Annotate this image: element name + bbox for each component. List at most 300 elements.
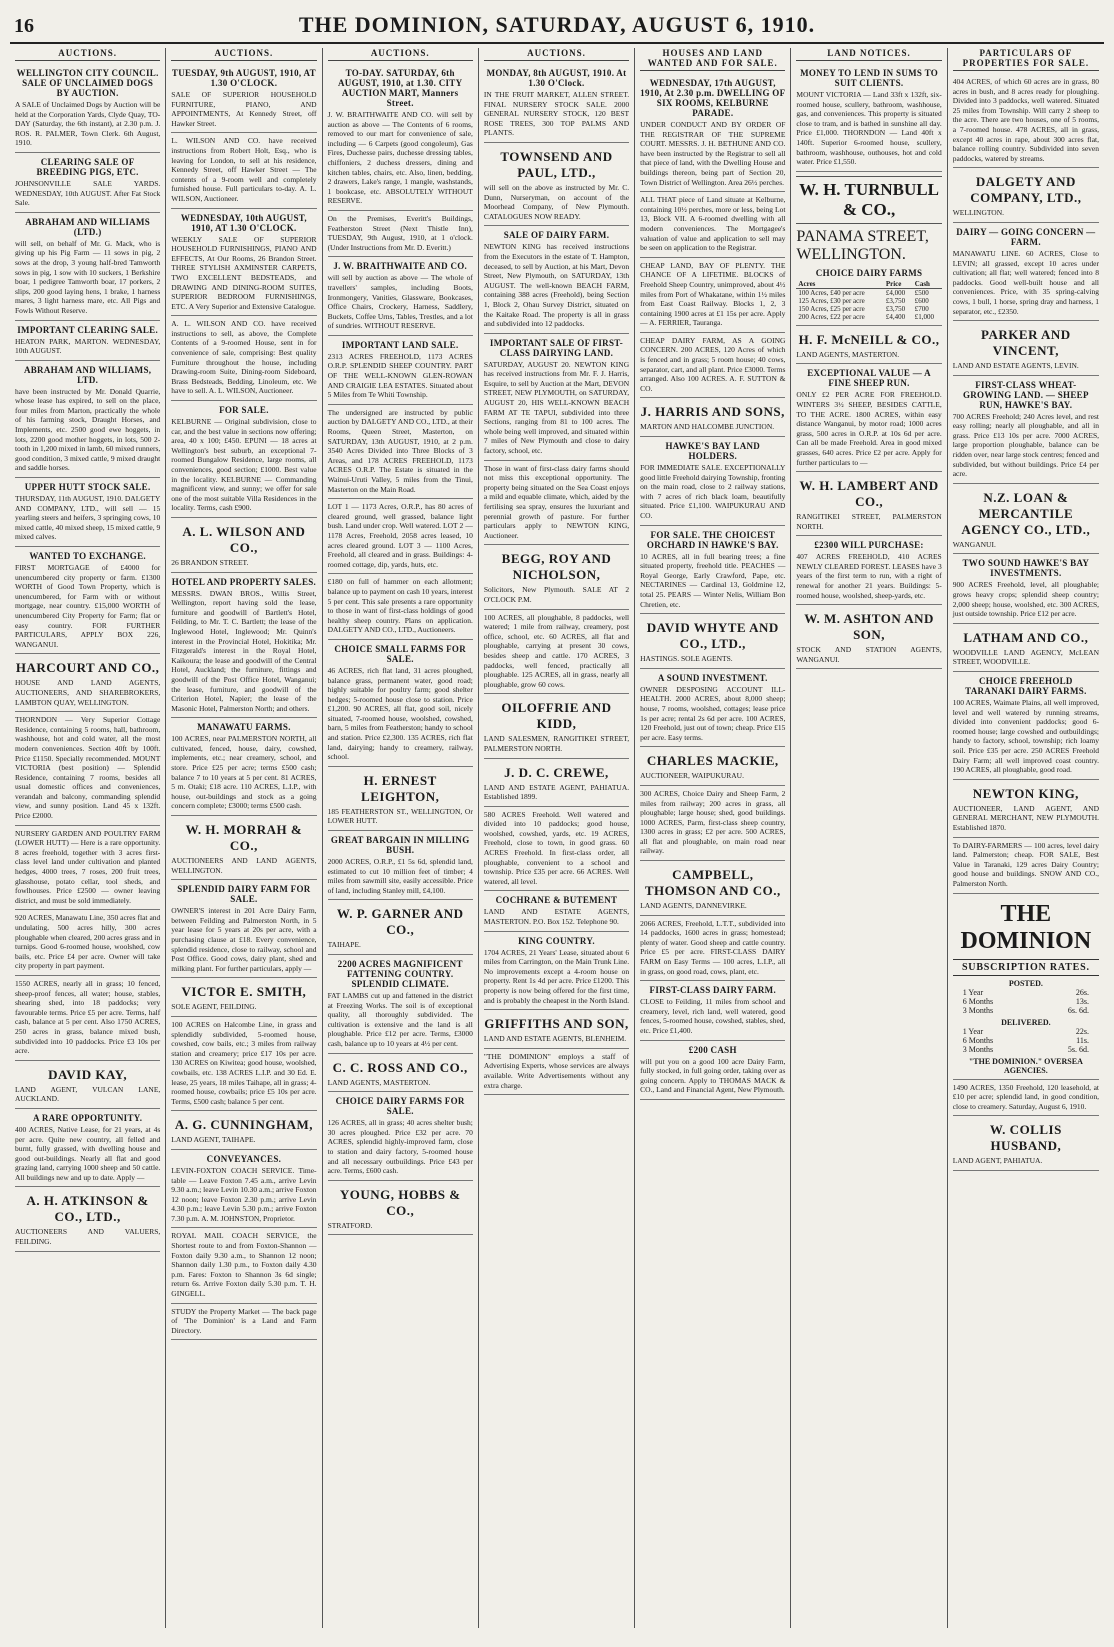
ad-body: LAND AND ESTATE AGENT, PAHIATUA. Established 1899. [483, 782, 630, 802]
advertiser-name: DAVID WHYTE AND CO., LTD., [646, 620, 779, 652]
classified-ad [15, 1109, 160, 1188]
rate-price: 22s. [1075, 1026, 1089, 1036]
column-heading: AUCTIONS. [484, 48, 629, 61]
advertiser-name: TOWNSEND AND PAUL, LTD., [500, 148, 613, 180]
classified-ad [171, 1111, 316, 1150]
ad-heading: IMPORTANT SALE OF FIRST-CLASS DAIRYING LAND. [489, 337, 624, 358]
advertiser-name: NEWTON KING, [972, 785, 1079, 801]
ad-heading: TWO SOUND HAWKE'S BAY INVESTMENTS. [962, 558, 1090, 579]
classified-ad [640, 437, 785, 526]
ad-body: MANAWATU LINE. 60 ACRES, Close to LEVIN; all grassed, except 10 acres under cultivation; all flat; well watered; fenced into 8 paddocks. Good well-built house and all conveniences. Price, with 35 spring-calving cows, 1 bull, 1 horse, spring dray and harness, 1 separator, etc., £2350. [952, 248, 1099, 316]
ad-body: 10 ACRES, all in full bearing trees; a fine situated property, freehold title. PEACHES — Royal George, Early Crawford, Pape, etc. NECTARINES — Cardinal 13, Goldmine 12, total 25. PEARS — Winter Nelis, William Bon Chretien, etc. [640, 551, 786, 609]
ad-body: 1704 ACRES, 21 Years' Lease, situated about 6 miles from Carrington, on the Main Trunk Line. No improvements except a 4-room house on property. Rent 1s 4d per acre. Price £1200. This property is now being offered for the first time, and is probably the cheapest in the North Island. [483, 947, 630, 1005]
ad-body: A SALE of Unclaimed Dogs by Auction will be held at the Corporation Yards, Clyde Quay, TO-DAY (Saturday, the 6th instant), at 2.30 p.m. J. ROS. R. PALMER, Town Clerk. 6th August, 1910. [15, 100, 161, 148]
ad-body: FIRST MORTGAGE of £4000 for unencumbered city property or farm. £1300 WORTH of Good Town Property, which is unencumbered, for Farm with or without mortgage, near country. £15,000 WORTH of unencumbered City Property for Farm; flat or easy country. FOR FURTHER PARTICULARS, APPLY BOX 226, WANGANUI. [15, 563, 161, 649]
ad-heading: WANTED TO EXCHANGE. [29, 551, 146, 561]
advertiser-name: PARKER AND VINCENT, [981, 327, 1071, 359]
ad-body: LAND AGENT, VULCAN LANE, AUCKLAND. [15, 1084, 161, 1104]
price-table-cell: 125 Acres, £30 per acre [798, 296, 865, 305]
ad-body: OWNER DESPOSING ACCOUNT ILL-HEALTH. 2000 ACRES, about 8,000 sheep; house, 7 rooms, woolshed, cottages; lease price 1s per acre; rental 2s 6d per acre. 100 ACRES, 120 Freehold, just out of town; cheap. Price £15 per acre. Easy terms. [640, 684, 786, 742]
classified-ad [328, 955, 473, 1054]
ad-body: To DAIRY-FARMERS — 100 acres, level dairy land. Palmerston; cheap. FOR SALE, Best Value in Taranaki, 129 acres Dairy Country; good house and buildings. SNOW AND CO., Palmerston North. [952, 840, 1099, 888]
ad-body: JOHNSONVILLE SALE YARDS. WEDNESDAY, 10th AUGUST. After Fat Stock Sale. [15, 178, 161, 208]
classified-ad [640, 333, 785, 399]
column-heading: PARTICULARS OF PROPERTIES FOR SALE. [953, 48, 1099, 71]
price-table-block [796, 264, 941, 326]
price-table-cell: £3,750 [885, 296, 906, 305]
masthead [10, 10, 1104, 44]
ad-body: 900 ACRES Freehold, level, all ploughable; grows heavy crops; splendid sheep country; 2,000 sheep; house, woolshed, etc. 300 ACRES, just outside township. Price £12 per acre. [952, 580, 1099, 619]
column [479, 48, 635, 1628]
ad-heading: EXCEPTIONAL VALUE — A FINE SHEEP RUN. [807, 368, 931, 389]
price-table-row [796, 305, 941, 313]
classified-ad [484, 64, 629, 143]
rate-price: 5s. 6d. [1067, 1044, 1089, 1054]
ad-body: SOLE AGENT, FEILDING. [171, 1002, 257, 1012]
advertiser-name: CAMPBELL, THOMSON AND CO., [644, 867, 781, 899]
ad-heading: CLEARING SALE OF BREEDING PIGS, ETC. [36, 156, 139, 177]
classified-ad [328, 900, 473, 955]
classified-ad [953, 780, 1099, 838]
column-heading: AUCTIONS. [328, 48, 473, 61]
ad-body: Those in want of first-class dairy farms should not miss this exceptional opportunity. The property being situated on the Sea Coast enjoys a mild and equable climate, which, aided by the fertilising sea spray, ensures the luxuriant and perennial growth of pasture. For further particulars apply to NEWTON KING, Auctioneer. [483, 463, 630, 540]
rate-period: 1 Year [962, 1026, 984, 1036]
classified-ad [484, 807, 629, 892]
classified-ad [484, 545, 629, 609]
classified-ad [15, 153, 160, 213]
classified-ad [640, 526, 785, 615]
ad-body: 100 ACRES, Waimate Plains, all well improved, level and well watered by running streams, divided into convenient paddocks; good 6-roomed house; large cowshed and outbuildings; handy to factory, school, township; rich loamy soil. Price £35 per acre. 250 ACRES Freehold Dairy Farm; all well improved coast country. 190 ACRES, all ploughable, good road. [952, 698, 1099, 775]
rate-period: 6 Months [962, 996, 994, 1006]
column [635, 48, 791, 1628]
classified-ad [15, 64, 160, 153]
classified-ad [328, 64, 473, 211]
ad-body: HEATON PARK, MARTON. WEDNESDAY, 10th AUGUST. [15, 336, 161, 356]
rate-period: 3 Months [962, 1044, 994, 1054]
classified-ad [796, 326, 941, 365]
classified-ad [171, 401, 316, 518]
price-table-cell: £500 [914, 288, 929, 297]
rate-row [953, 988, 1099, 997]
ad-body: AUCTIONEERS AND LAND AGENTS, WELLINGTON. [171, 856, 317, 875]
ad-heading: £2300 WILL PURCHASE: [814, 540, 924, 551]
price-table-cell: £700 [914, 304, 929, 313]
classified-ad [796, 364, 941, 472]
price-table-row [796, 297, 941, 305]
rate-price: 6s. 6d. [1067, 1005, 1089, 1015]
classified-ad [328, 499, 473, 574]
classified-ad [171, 816, 316, 880]
ad-heading: WEDNESDAY, 17th AUGUST, 1910, At 2.30 p.m. DWELLING OF SIX ROOMS, KELBURNE PARADE. [640, 78, 786, 118]
ad-body: SATURDAY, AUGUST 20. NEWTON KING has received instructions from Mr. F. J. Harris, Esquire, to sell by Auction at the Mart, DEVON STREET, NEW PLYMOUTH, on SATURDAY, AUGUST 20, HIS WELL-KNOWN BEACH FARM AT TE TAPUI, subdivided into three Sections, ranging from 81 to 100 acres. The whole being well improved, and situated within 7 miles of New Plymouth and close to dairy factory, school, etc. [483, 359, 630, 456]
ad-body: 400 ACRES, Native Lease, for 21 years, at 4s per acre. Quite new country, all felled and burnt, fully grassed, with dwelling house and good out-buildings. Nearly all flat and good grazing land, carrying 1000 sheep and 50 cattle. All buildings new and up to date. Apply — [15, 1124, 161, 1182]
ad-heading: ABRAHAM AND WILLIAMS, LTD. [23, 364, 152, 385]
price-table-cell: £4,000 [885, 288, 906, 297]
classified-ad [15, 547, 160, 654]
price-table-row [796, 313, 941, 321]
ad-body: L. WILSON AND CO. have received instructions from Robert Holt, Esq., who is leaving for London, to sell at his residence, Kennedy Street, off Hawker Street — The contents of a 9-room well and completely furnished house. Full particulars to-day. A. L. WILSON, Auctioneer. [171, 136, 317, 203]
advertiser-name: A. G. CUNNINGHAM, [174, 1117, 313, 1133]
ad-heading: CONVEYANCES. [206, 1153, 282, 1164]
column-heading: HOUSES AND LAND WANTED AND FOR SALE. [640, 48, 785, 71]
classified-ad [953, 376, 1099, 484]
classified-ad [484, 1010, 629, 1049]
price-table-row [796, 288, 941, 297]
classified-ad [953, 1116, 1099, 1171]
classified-ad [484, 461, 629, 546]
ad-body: STOCK AND STATION AGENTS, WANGANUI. [796, 645, 942, 664]
ad-body: THORNDON — Very Superior Cottage Residence, containing 5 rooms, hall, bathroom, washhouse, hot and cold water, all the most modern conveniences. Section 40ft by 100ft. Price £1150. Specially recommended. MOUNT VICTORIA (best position) — Splendid Residence, containing 7 rooms, besides all usual domestic offices and conveniences, verandah and balcony, commanding splendid view, and sunny position. Land 45 x 132ft. Price £2000. [15, 715, 161, 821]
ad-body: WANGANUI. [952, 539, 996, 549]
classified-ad [640, 786, 785, 861]
ad-body: LAND AND ESTATE AGENTS, LEVIN. [952, 361, 1079, 371]
rate-period: 1 Year [962, 987, 984, 997]
ad-body: WEEKLY SALE OF SUPERIOR HOUSEHOLD FURNISHINGS, PIANO AND EFFECTS, At Our Rooms, 26 Brandon Street. THREE STYLISH AXMINSTER CARPETS, TWO EXCELLENT BEDSTEADS, and DRAWING AND DINING-ROOM SUITES, SUPERIOR BEDROOM FURNISHINGS, ETC. A Very Superior and Extensive Catalogue. [171, 234, 317, 311]
ad-body: HASTINGS. SOLE AGENTS. [640, 654, 733, 664]
ad-body: LAND AGENTS, MASTERTON. [327, 1077, 431, 1087]
classified-ad [953, 168, 1099, 223]
classified-ad [484, 334, 629, 461]
classified-ad [328, 574, 473, 640]
classified-ad [328, 211, 473, 257]
ad-body: SALE OF SUPERIOR HOUSEHOLD FURNITURE, PIANO, AND APPOINTMENTS, At Kennedy Street, off Hawker Street. [171, 90, 317, 128]
page-title: THE DOMINION, SATURDAY, AUGUST 6, 1910. [298, 12, 816, 37]
ad-heading: KING COUNTRY. [518, 935, 595, 946]
classified-ad [171, 573, 316, 719]
ad-body: LAND AND ESTATE AGENTS, MASTERTON. P.O. Box 152. Telephone 90. [483, 907, 630, 927]
ad-body: CHEAP LAND, BAY OF PLENTY. THE CHANCE OF A LIFETIME. BLOCKS of Freehold Sheep Country, unimproved, about 4½ miles from Port of Whakatane, within 1½ miles from East Coast Railway. Blocks 1, 2, 3 containing 1900 acres at £1 15s per acre. Apply — A. FERRIER, Tauranga. [640, 260, 786, 328]
page-number: 16 [14, 15, 34, 37]
ad-heading: WEDNESDAY, 10th AUGUST, 1910, AT 1.30 O'CLOCK. [180, 212, 307, 233]
price-table-cell: 200 Acres, £22 per acre [798, 312, 865, 321]
classified-ad [796, 64, 941, 172]
ad-body: "THE DOMINION" employs a staff of Advertising Experts, whose services are always available. Write Advertisements without any extra charge. [483, 1051, 630, 1090]
classified-ad [640, 398, 785, 437]
ad-heading: SALE OF DAIRY FARM. [503, 230, 610, 241]
classified-ad [953, 74, 1099, 168]
rate-row [953, 997, 1099, 1006]
ad-body: LAND AGENT, TAIHAPE. [171, 1135, 256, 1145]
ad-body: AUCTIONEERS AND VALUERS, FEILDING. [15, 1227, 161, 1247]
ad-body: Solicitors, New Plymouth. SALE AT 2 O'CLOCK P.M. [483, 585, 630, 604]
classified-ad [171, 1017, 316, 1111]
classified-ad [15, 361, 160, 478]
classified-ad [640, 1041, 785, 1100]
advertiser-name: A. L. WILSON AND CO., [182, 523, 306, 555]
ad-body: TAIHAPE. [327, 940, 361, 950]
ad-heading: MANAWATU FARMS. [197, 722, 291, 733]
subscription-block [953, 894, 1099, 1080]
ad-body: AUCTIONEER, LAND AGENT, AND GENERAL MERCHANT, NEW PLYMOUTH. Established 1870. [952, 803, 1099, 832]
newspaper-page [10, 10, 1104, 1627]
classified-ad [15, 976, 160, 1061]
ad-heading: COCHRANE & BUTEMENT [495, 895, 618, 906]
column [323, 48, 479, 1628]
ad-body: 300 ACRES, Choice Dairy and Sheep Farm, 2 miles from railway; 200 acres in grass, all ploughable; large house; shed, good buildings. 1000 ACRES, Parm, first-class sheep country, 1300 acres in grass; £2 per acre. 500 ACRES, all flat and ploughable, on main road near railway. [640, 788, 786, 856]
column [10, 48, 166, 1628]
classified-ad [328, 831, 473, 900]
ad-body: RANGITIKEI STREET, PALMERSTON NORTH. [796, 512, 942, 531]
ad-body: ONLY £2 PER ACRE FOR FREEHOLD. WINTERS 3½ SHEEP, BESIDES CATTLE, TO THE ACRE. 1800 ACRES, within easy distance Wanganui, by motor road; 1000 acres grass, 500 acres in O.R.P. at 10s 6d per acre. Can all be made Freehold. Area in good mixed grasses, 640 acres. Price £2 per acre. Apply for further particulars to — [796, 390, 942, 467]
ad-body: 100 ACRES, all ploughable, 8 paddocks, well watered; 1 mile from railway, creamery, post office, school, etc. 60 ACRES, all flat and ploughable, carrying at present 30 cows, besides sheep and cattle. 170 ACRES, 3 paddocks, well fenced, practically all ploughable. 125 ACRES, all in grass, nearly all ploughable, grow 60 cows. [483, 612, 630, 689]
advertiser-name: GRIFFITHS AND SON, [484, 1016, 629, 1032]
ad-heading: CHOICE SMALL FARMS FOR SALE. [334, 643, 467, 664]
classified-ad [171, 209, 316, 317]
classified-ad [484, 143, 629, 226]
ad-heading: FOR SALE. [219, 405, 269, 416]
classified-ad [640, 981, 785, 1040]
ad-body: The undersigned are instructed by public auction by DALGETY AND CO., LTD., at their Rooms, Queen Street, Masterton, on SATURDAY, 13th AUGUST, 1910, at 2 p.m. 3540 Acres Divided into Three Blocks of 3 Areas, and 178 ACRES FREEHOLD, 1173 ACRES O.R.P. The Estate is situated in the Wainui-Uruti Valley, 5 miles from the Tinui, Masterton on the Main Road. [327, 407, 473, 494]
ad-body: 46 ACRES, rich flat land, 31 acres ploughed, balance grass, permanent water, good road; highly suitable for poultry farm; good shelter hedges; 5-roomed house close to station. Price £1,200. 90 ACRES, all flat, good soil, nicely situated, 7-roomed house, woolshed, cowshed, barn, 5 miles from Featherston; handy to school and station. Price £2,300. 135 ACRES, rich flat land, dairying; handy to creamery, railway, school. [327, 665, 473, 762]
rate-row [953, 1036, 1099, 1045]
classified-ad [15, 654, 160, 712]
rate-row [953, 1027, 1099, 1036]
ad-body: HOUSE AND LAND AGENTS, AUCTIONEERS, AND SHAREBROKERS, LAMBTON QUAY, WELLINGTON. [15, 678, 161, 707]
ad-heading: GREAT BARGAIN IN MILLING BUSH. [330, 835, 470, 856]
classified-ad [640, 258, 785, 333]
ad-body: THURSDAY, 11th AUGUST, 1910. DALGETY AND COMPANY, LTD., will sell — 15 yearling steers and heifers, 3 springing cows, 10 mixed cattle, 40 mixed sheep, 15 mixed cattle, 9 mixed calves. [15, 494, 161, 542]
ad-body: STRATFORD. [327, 1220, 373, 1230]
ad-body: NURSERY GARDEN AND POULTRY FARM (LOWER HUTT) — Here is a rare opportunity. 8 acres freehold, together with 3 acres first-class level land under cultivation and planted hedges, 4000 trees, 7 roses, 200 fruit trees, glasshouse, potato cellar, tool sheds, and fowlhouses. Price £2500 — owner leaving district, and must be sold immediately. [15, 828, 161, 905]
ad-body: ROYAL MAIL COACH SERVICE, the Shortest route to and from Foxton-Shannon — Foxton daily 9.30 a.m., to Shannon 12 noon; Shannon daily 1.30 p.m., to Foxton daily 4.30 p.m. Fares: Foxton to Shannon 3s 6d single; return 6s. Arrive Foxton daily 5.30 p.m. T. H. GINGELL. [171, 1231, 317, 1299]
classified-ad [484, 610, 629, 695]
advertiser-name: J. D. C. CREWE, [504, 764, 609, 780]
classified-ad [484, 932, 629, 1011]
ad-body: 185 FEATHERSTON ST., WELLINGTON, Or LOWER HUTT. [327, 806, 473, 826]
ad-heading: IMPORTANT LAND SALE. [341, 339, 459, 350]
ad-heading: IMPORTANT CLEARING SALE. [17, 324, 159, 335]
classified-ad [15, 1061, 160, 1109]
ad-body: KELBURNE — Original subdivision, close to car, and the best value in sections now offering; area, 40 x 100; £450. EPUNI — 18 acres at Wellington's best suburb, an exceptional 7-roomed Bungalow Residence, large rooms, all conveniences, good section; £1000. Best value in the locality. KELBURNE — Commanding magnificent view, and sunny; we offer for sale one of the most suitable Villa Residences in the locality. Terms, cash £900. [171, 417, 317, 513]
ad-heading: WELLINGTON CITY COUNCIL. SALE OF UNCLAIMED DOGS BY AUCTION. [16, 68, 159, 98]
ad-heading: FIRST-CLASS DAIRY FARM. [649, 985, 777, 996]
ad-heading: HAWKE'S BAY LAND HOLDERS. [665, 441, 761, 462]
ad-body: UNDER CONDUCT AND BY ORDER OF THE REGISTRAR OF THE SUPREME COURT. MESSRS. J. H. BETHUNE AND CO. have been instructed by the Registrar to sell all that piece of land, with the Dwelling House and buildings thereon, being part of Section 20, Town District of Wellington. Area 26½ perches. [640, 120, 786, 187]
advertiser-name: W. H. MORRAH & CO., [185, 822, 303, 854]
ad-body: CHEAP DAIRY FARM, AS A GOING CONCERN. 200 ACRES, 120 Acres of which is fenced and in grass; 5 room house; 40 cows, separator, cart, and all plant. Price £3000. Terms arranged. Also 100 ACRES. A. F. SUTTON & CO. [640, 335, 786, 393]
classified-ad [15, 910, 160, 976]
classified-ad [328, 1092, 473, 1181]
ad-body: LAND AND ESTATE AGENTS, BLENHEIM. [483, 1034, 627, 1044]
classified-ad [640, 669, 785, 748]
ad-body: WOODVILLE LAND AGENCY, McLEAN STREET, WOODVILLE. [952, 647, 1099, 667]
classified-ad [484, 891, 629, 931]
classified-ad [953, 321, 1099, 376]
ad-heading: UPPER HUTT STOCK SALE. [24, 482, 151, 493]
advertiser-name: H. ERNEST LEIGHTON, [361, 772, 440, 804]
advertiser-name: VICTOR E. SMITH, [181, 984, 307, 1000]
advertiser-name: LATHAM AND CO., [963, 629, 1089, 645]
price-table-cell: £4,400 [885, 312, 906, 321]
ad-body: 100 ACRES on Halcombe Line, in grass and splendidly subdivided, 5-roomed house, cowshed, cow bails, etc.; 3 miles from railway station and creamery; price £17 10s per acre. 130 ACRES on Kiwitea; good house, woolshed, cowbails, etc. 138 ACRES L.I.P. and 30 Ed. E. lease, 25 years, 18 miles Taihape, all in grass; 4-roomed house, cowbails; price £5 10s per acre. Terms, £500 cash; balance 5 per cent. [171, 1019, 317, 1106]
ad-body: will sell, on behalf of Mr. G. Mack, who is giving up his Pig Farm — 11 sows in pig, 2 sows at the drop, 3 young half-bred Tamworth sows in pig, 1 sow with 10 suckers, 1 Berkshire boar, 1 pedigree Tamworth boar, 17 porkers, 2 slips, 200 good laying hens, 1 brake, 1 harness mares, 3 light harness mare, etc. All Pigs and Fowls Without Reserve. [15, 238, 161, 315]
advertiser-name: C. C. ROSS AND CO., [332, 1059, 468, 1075]
classified-ad [640, 74, 785, 192]
column [166, 48, 322, 1628]
classified-ad [953, 838, 1099, 894]
classified-ad [171, 880, 316, 978]
classified-ad [796, 472, 941, 536]
ad-heading: HOTEL AND PROPERTY SALES. [171, 576, 317, 587]
price-table [796, 280, 941, 321]
classified-ad [953, 624, 1099, 672]
classified-ad [328, 405, 473, 499]
advertiser-name: HARCOURT AND CO., [15, 660, 160, 676]
rate-row [953, 1045, 1099, 1054]
ad-heading: A SOUND INVESTMENT. [657, 672, 768, 683]
price-table-header: Price [884, 280, 913, 289]
ad-body: have been instructed by Mr. Donald Quarrie, whose lease has expired, to sell on the place, four miles from Marton, practically the whole of his farming stock, Draught Horses, and Implements, etc. 2500 good ewe hoggets, in lots, 2200 good mother hoggets, in lots, 500 2-tooth in 1,200 mixed in lamb, 60 mixed runners, good condition, 3 mixed cattle, 9 mixed draught and saddle horses. [15, 386, 161, 473]
classified-ad [171, 1228, 316, 1303]
ad-body: STUDY the Property Market — The back page of 'The Dominion' is a Land and Farm Directory. [171, 1306, 317, 1335]
rate-period: 6 Months [962, 1035, 994, 1045]
advertiser-name: DALGETY AND COMPANY, LTD., [970, 174, 1082, 206]
advertiser-address: PANAMA STREET, WELLINGTON. [796, 227, 929, 263]
classified-ad [171, 1150, 316, 1229]
column-heading: LAND NOTICES. [796, 48, 941, 61]
ad-body: CLOSE to Feilding, 11 miles from school and creamery, level, rich land, well watered, good fences, 5-roomed house, cowshed, stables, shed, etc. Price £1,400. [640, 997, 786, 1035]
classified-ad [953, 554, 1099, 623]
price-table-header: Acres [796, 280, 883, 289]
classified-ad [328, 336, 473, 405]
classified-ad [484, 759, 629, 807]
ad-body: A. L. WILSON AND CO. have received instructions to sell, as above, the Complete Contents of a 9-roomed House, sent in for convenience of sale, comprising: Best quality Furniture throughout the house, including Drawing-room Suite, Dining-room Sideboard, Brass Bedsteads, Bedding, Linoleum, etc. We have to sell. A. L. WILSON, Auctioneer. [171, 319, 317, 396]
classified-ad [953, 484, 1099, 555]
price-table-cell: £600 [914, 296, 929, 305]
price-table-cell: £1,000 [914, 312, 935, 321]
column [791, 48, 947, 1628]
ad-body: 580 ACRES Freehold. Well watered and divided into 10 paddocks; good house, woolshed, cowshed, yards, etc. 19 ACRES, Freehold, close to town, in good grass. 60 ACRES Freehold. In first-class order, all ploughable, convenient to a school and township. Price £35 per acre. 66 ACRES. Well watered, all level. [483, 809, 630, 886]
rate-row [953, 1006, 1099, 1015]
advertiser-name: W. M. ASHTON AND SON, [804, 611, 934, 643]
ad-heading: FIRST-CLASS WHEAT-GROWING LAND. — SHEEP RUN, HAWKE'S BAY. [962, 379, 1089, 410]
ad-body: 2000 ACRES, O.R.P., £1 5s 6d, splendid land, estimated to cut 10 million feet of timber; 4 miles from sawmill site, easily accessible. Price of land, including Stanley mill, £4,100. [327, 857, 473, 895]
advertiser-name: N.Z. LOAN & MERCANTILE AGENCY CO., LTD., [961, 489, 1091, 537]
ad-body: 1550 ACRES, nearly all in grass; 10 fenced, sheep-proof fences, all water; house, stables, shearing shed, into 18 paddocks; very favourable terms. Price £5 per acre. Terms, half cash, balance at 5 per cent. Also 1750 ACRES, 250 acres in grass, balance mixed bush, subdivided into 10 paddocks. Price £3 10s per acre. [15, 978, 161, 1056]
ad-heading: A RARE OPPORTUNITY. [32, 1112, 143, 1123]
classified-ad [328, 1181, 473, 1236]
ad-body: MARTON AND HALCOMBE JUNCTION. [640, 422, 775, 432]
ad-heading: SPLENDID DAIRY FARM FOR SALE. [177, 884, 311, 905]
price-table-title: CHOICE DAIRY FARMS [815, 267, 923, 278]
advertiser-banner: W. H. TURNBULL & CO., [796, 176, 941, 224]
advertiser-name: YOUNG, HOBBS & CO., [339, 1186, 461, 1218]
ad-body: IN THE FRUIT MARKET, ALLEN STREET. FINAL NURSERY STOCK SALE. 2000 GENERAL NURSERY STOCK, 120 BEST ROSE TREES, 300 TOP PALMS AND PLANTS. [483, 90, 630, 138]
rate-price: 11s. [1076, 1035, 1089, 1045]
classified-ad [640, 614, 785, 669]
agencies-label: "THE DOMINION." OVERSEA AGENCIES. [968, 1056, 1083, 1075]
classified-ad [484, 1049, 629, 1095]
classified-ad [328, 640, 473, 767]
classified-ad [328, 1054, 473, 1093]
advertiser-name: DAVID KAY, [48, 1066, 128, 1082]
classified-ad [640, 192, 785, 258]
classified-ad [171, 64, 316, 133]
price-table-cell: 100 Acres, £40 per acre [798, 288, 865, 297]
ad-body: On the Premises, Everitt's Buildings, Featherston Street (Next Thistle Inn), TUESDAY, 9th August, 1910, at 1 o'clock. (Under Instructions from Mr. D. Everitt.) [327, 213, 473, 252]
ad-body: 920 ACRES, Manawatu Line, 350 acres flat and undulating, 500 acres hilly, 300 acres ploughable when cleared, 200 acres grass and in turnips. Good 6-roomed house, woolshed, cow bails, etc. Price £4 per acre. Owner will take city property in part payment. [15, 913, 161, 971]
classified-ad [953, 223, 1099, 321]
classified-ad [15, 478, 160, 547]
ad-body: MESSRS. DWAN BROS., Willis Street, Wellington, report having sold the lease, furniture and goodwill of Bartlett's Hotel, Feilding, to Mr. T. C. Bartlett; the lease of the Inglewood Hotel, Inglewood; Mr. Quinn's interest in the Provincial Hotel, Hokitika; Mr. Fitzgerald's interest in the Royal Hotel, Kaikoura; the lease and goodwill of the Central Hotel, Auckland; the furniture, fittings and goodwill of the Post Office Hotel, Wanganui; the lease, furniture, and goodwill of the Criterion Hotel, Napier; the lease of the Masonic Hotel, Palmerston North; and others. [171, 588, 317, 713]
ad-body: LAND AGENTS, DANNEVIRKE. [640, 901, 747, 911]
classified-ad [15, 1187, 160, 1251]
ad-heading: MONEY TO LEND IN SUMS TO SUIT CLIENTS. [800, 68, 939, 88]
ad-body: 700 ACRES Freehold; 240 Acres level, and rest easy rolling; nearly all ploughable, and all in grass. Price £13 10s per acre. 7000 ACRES, large proportion ploughable, balance can be ridden over, near large stock centres; fenced and subdivided, but without buildings. Price £4 per acre. [952, 411, 1099, 479]
classified-ad [171, 133, 316, 208]
column-heading: AUCTIONS. [15, 48, 160, 61]
ad-body: will sell by auction as above — The whole of travellers' samples, including Boots, Ironmongery, Vanities, Glassware, Bookcases, Office Chairs, Crockery, Harness, Saddlery, Buckets, Coffee Urns, Tables, Trestles, and a lot of sundries. WITHOUT RESERVE. [327, 273, 473, 331]
ad-body: LEVIN-FOXTON COACH SERVICE. Time-table — Leave Foxton 7.45 a.m., arrive Levin 9.30 a.m.; leave Levin 10.30 a.m.; arrive Foxton 12 noon; leave Foxton 2.30 p.m.; arrive Levin 4.30 p.m.; leave Levin 5.30 p.m.; arrive Foxton 7.30 p.m. A. M. JOHNSTON, Proprietor. [171, 1165, 317, 1223]
advertiser-name: BEGG, ROY AND NICHOLSON, [501, 551, 612, 583]
column-heading: AUCTIONS. [171, 48, 316, 61]
ad-heading: TUESDAY, 9th AUGUST, 1910, AT 1.30 O'CLOCK. [171, 68, 316, 88]
ad-body: LAND SALESMEN, RANGITIKEI STREET, PALMERSTON NORTH. [483, 734, 630, 753]
ad-heading: TO-DAY. SATURDAY, 6th AUGUST, 1910, at 1.30. CITY AUCTION MART, Manners Street. [337, 68, 463, 108]
classified-ad [484, 694, 629, 758]
price-table-header: Cash [913, 280, 942, 289]
ad-body: WELLINGTON. [952, 208, 1005, 218]
classified-ad [796, 605, 941, 669]
rate-period: 3 Months [962, 1005, 994, 1015]
ad-heading: CHOICE DAIRY FARMS FOR SALE. [335, 1096, 465, 1117]
advertiser-name: W. COLLIS HUSBAND, [989, 1122, 1062, 1154]
columns-container [10, 48, 1104, 1628]
classified-ad [640, 747, 785, 786]
ad-body: MOUNT VICTORIA — Land 33ft x 132ft, six-roomed house, scullery, bathroom, washhouse, gas, and conveniences. This property is situated close to tram, and is bathed in sunshine all day. Price £1,000. THORNDON — Land 40ft x 140ft. Superior 6-roomed house, scullery, bathroom, washhouse, outhouses, hot and cold water. Price £1,550. [796, 90, 942, 167]
classified-ad [953, 672, 1099, 780]
delivered-label: DELIVERED. [1001, 1017, 1051, 1027]
price-table-cell: 150 Acres, £25 per acre [798, 304, 865, 313]
advertiser-name: W. P. GARNER AND CO., [336, 906, 464, 938]
subscription-heading: SUBSCRIPTION RATES. [953, 959, 1099, 976]
ad-body: £180 on full of hammer on each allotment; balance up to payment on cash 10 years, interest 5 per cent. This sale presents a rare opportunity to those in want of first-class holdings of good healthy sheep country. Plans on application. DALGETY AND CO., LTD., Auctioneers. [327, 577, 473, 635]
ad-heading: 2200 ACRES MAGNIFICENT FATTENING COUNTRY. SPLENDID CLIMATE. [337, 959, 463, 989]
ad-body: will put you on a good 100 acre Dairy Farm, fully stocked, in full going order, taking over as going concern. Apply to THOMAS MACK & CO., Land and Financial Agent, New Plymouth. [640, 1056, 786, 1095]
classified-ad [953, 1080, 1099, 1117]
ad-body: 100 ACRES, near PALMERSTON NORTH, all cultivated, fenced, house, dairy, cowshed, implements, etc.; near creamery, school, and store. Price £25 per acre; terms £500 cash; balance 7 to 10 years at 5 per cent. 81 ACRES, 5 m. Otaki; £18 acre. 110 ACRES, L.I.P., with house, out-buildings and stock as a going concern complete; £3000; terms £500 cash. [171, 734, 317, 811]
ad-body: 1490 ACRES, 1350 Freehold, 120 leasehold, at £10 per acre; splendid land, in good condition, close to creamery. Saturday, August 6, 1910. [952, 1082, 1099, 1111]
ad-heading: CHOICE FREEHOLD TARANAKI DAIRY FARMS. [965, 676, 1087, 696]
ad-body: NEWTON KING has received instructions from the Executors in the estate of T. Hampton, deceased, to sell by Auction, at his Mart, Devon Street, New Plymouth, on SATURDAY, 13th AUGUST. The well-known BEACH FARM, containing 388 acres (Freehold), being Section 1, Block 2, Ohau Survey District, situated on the Kaitake Road. The property is all in grass and subdivided into 12 paddocks. [483, 242, 630, 329]
classified-ad [171, 1304, 316, 1341]
ad-body: 2313 ACRES FREEHOLD, 1173 ACRES O.R.P. SPLENDID SHEEP COUNTRY. PART OF THE WELL-KNOWN GLEN-ROWAN AND CRAIGIE LEA ESTATES. Situated about 5 Miles from Te Whiti Township. [327, 351, 473, 400]
ad-body: AUCTIONEER, WAIPUKURAU. [640, 771, 744, 781]
ad-body: LAND AGENT, PAHIATUA. [952, 1156, 1043, 1166]
ad-heading: FOR SALE. THE CHOICEST ORCHARD IN HAWKE'S BAY. [646, 529, 779, 550]
classified-ad [15, 826, 160, 911]
classified-ad [171, 518, 316, 573]
dominion-title: THE DOMINION [960, 900, 1092, 954]
advertiser-name: H. F. McNEILL & CO., [798, 331, 940, 347]
ad-heading: J. W. BRAITHWAITE AND CO. [333, 261, 468, 272]
ad-body: LOT 1 — 1173 Acres, O.R.P., has 80 acres of cleared ground, well grassed, balance light bush. Land under crop. Well watered. LOT 2 — 1178 Acres, Freehold, 2058 acres leased, 10 acres cleared ground. LOT 3 — 1100 Acres, Freehold, all cleared and in grass. Buildings: 4-roomed cottage, dip, yards, huts, etc. [327, 502, 473, 569]
ad-body: LAND AGENTS, MASTERTON. [796, 349, 900, 359]
advertiser-name: W. H. LAMBERT AND CO., [799, 478, 939, 510]
classified-ad [171, 718, 316, 816]
ad-body: ALL THAT piece of Land situate at Kelburne, containing 10½ perches, more or less, being Lot 13, Block VII. A 6-roomed dwelling with all modern conveniences. The Mortgagee's valuation of value and application to sell may be seen on application to the Registrar. [640, 195, 786, 253]
classified-ad [640, 916, 785, 982]
classified-ad [15, 321, 160, 361]
ad-heading: £200 CASH [688, 1044, 737, 1055]
ad-body: OWNER'S interest in 201 Acre Dairy Farm, between Feilding and Palmerston North, in 5 year lease for 5 years at 20s per acre, with a purchasing clause at £18. Every convenience, splendid residence, close to railway, school and Post Office. Good cows, dairy plant, shed and milking plant. For further particulars, apply — [171, 906, 317, 973]
classified-ad [171, 316, 316, 401]
ad-body: will sell on the above as instructed by Mr. C. Dunn, Nurseryman, on account of the Moorhead Company, of New Plymouth. CATALOGUES NOW READY. [483, 182, 630, 221]
classified-ad [796, 536, 941, 605]
ad-body: 404 ACRES, of which 60 acres are in grass, 80 acres in bush, and 8 acres ready for ploughing. Divided into 3 paddocks, well watered. Situated 25 miles from Township. Will carry 2 sheep to the acre. There are two houses, one of 5 rooms, a 7-roomed house. 478 ACRES, all in grass, except 40 acres in rape, about 300 acres flat, balance rolling country. Subdivided into seven paddocks, watered by streams. [952, 77, 1099, 163]
ad-heading: DAIRY — GOING CONCERN — FARM. [956, 226, 1096, 247]
posted-label: POSTED. [1008, 978, 1043, 988]
